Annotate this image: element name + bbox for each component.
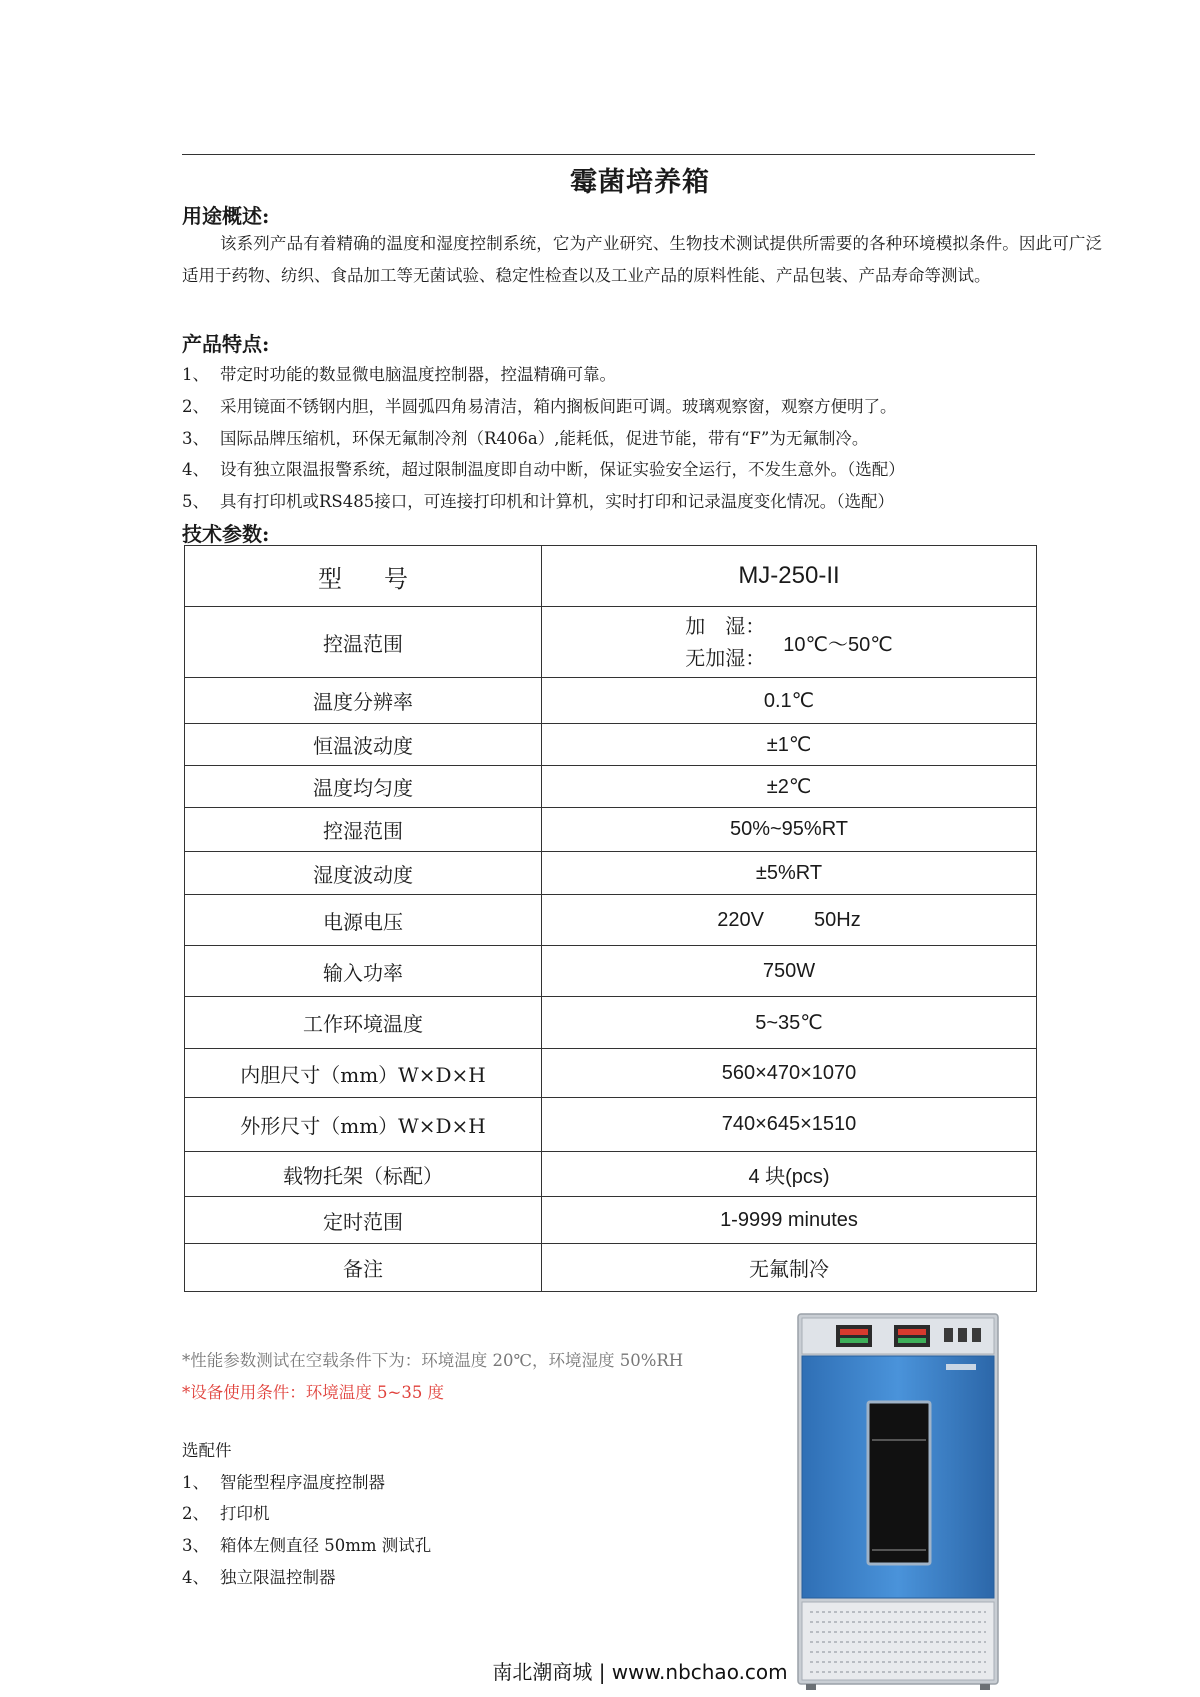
model-label-cell [185,546,542,607]
feature-number: 5、 [182,492,209,511]
spec-value: ±5%RT [542,852,1037,895]
spec-value: 0.1℃ [542,678,1037,724]
option-number: 3、 [182,1536,209,1555]
spec-value: ±2℃ [542,766,1037,808]
temp-range-label: 控温范围 [185,607,542,678]
option-item [182,1564,336,1588]
table-row [185,1244,1037,1292]
feature-number: 3、 [182,429,209,448]
model-value: MJ-250-II [542,546,1037,607]
table-row [185,607,1037,678]
table-row [185,546,1037,607]
option-number: 4、 [182,1568,209,1587]
feature-text: 带定时功能的数显微电脑温度控制器，控温精确可靠。 [220,365,616,384]
spec-table [184,545,1037,1292]
specs-heading: 技术参数: [182,522,270,546]
spec-label: 输入功率 [185,946,542,997]
table-row [185,766,1037,808]
incubator-product-image [796,1312,1000,1692]
voltage-cell [542,895,1037,946]
performance-note: *性能参数测试在空载条件下为：环境温度 20℃，环境湿度 50%RH [182,1351,684,1370]
spec-label: 定时范围 [185,1197,542,1244]
spec-value: 5~35℃ [542,997,1037,1049]
feature-number: 4、 [182,460,209,479]
feature-item [182,361,616,385]
spec-value: 750W [542,946,1037,997]
feature-text: 国际品牌压缩机，环保无氟制冷剂（R406a）,能耗低，促进节能，带有“F”为无氟制冷。 [220,429,869,448]
features-heading: 产品特点: [182,332,270,356]
table-row [185,895,1037,946]
option-number: 2、 [182,1504,209,1523]
option-item [182,1469,385,1493]
spec-value: 无氟制冷 [542,1244,1037,1292]
spec-label: 内胆尺寸（mm）W×D×H [185,1049,542,1098]
option-text: 独立限温控制器 [220,1568,336,1587]
header-rule [182,154,1035,155]
voltage-label: 电源电压 [185,895,542,946]
humid-label: 加 湿： [685,614,766,638]
usage-heading: 用途概述: [182,204,270,228]
option-number: 1、 [182,1473,209,1492]
footer-site: 南北潮商城 | www.nbchao.com [492,1660,788,1684]
spec-label: 湿度波动度 [185,852,542,895]
table-row [185,808,1037,852]
feature-number: 2、 [182,397,209,416]
temp-range-value: 10℃～50℃ [783,633,893,656]
table-row [185,1098,1037,1152]
model-label-b: 号 [384,564,408,593]
spec-label: 备注 [185,1244,542,1292]
feature-text: 设有独立限温报警系统，超过限制温度即自动中断，保证实验安全运行，不发生意外。（选配） [220,460,905,479]
usage-condition-note: *设备使用条件：环境温度 5~35 度 [182,1383,445,1402]
option-text: 箱体左侧直径 50mm 测试孔 [220,1536,432,1555]
table-row [185,1049,1037,1098]
feature-item [182,488,894,512]
feature-item [182,393,897,417]
feature-text: 采用镜面不锈钢内胆，半圆弧四角易清洁，箱内搁板间距可调。玻璃观察窗，观察方便明了。 [220,397,897,416]
table-row [185,678,1037,724]
spec-value: ±1℃ [542,724,1037,766]
spec-label: 控湿范围 [185,808,542,852]
option-text: 打印机 [220,1504,270,1523]
option-item [182,1532,431,1556]
spec-value: 4 块(pcs) [542,1152,1037,1197]
table-row [185,1152,1037,1197]
spec-label: 温度均匀度 [185,766,542,808]
table-row [185,997,1037,1049]
document-title: 霉菌培养箱 [570,167,710,198]
spec-label: 工作环境温度 [185,997,542,1049]
voltage-hz: 50Hz [814,908,861,931]
spec-value: 50%~95%RT [542,808,1037,852]
spec-value: 740×645×1510 [542,1098,1037,1152]
feature-item [182,425,868,449]
table-row [185,852,1037,895]
table-row [185,1197,1037,1244]
option-text: 智能型程序温度控制器 [220,1473,385,1492]
spec-label: 恒温波动度 [185,724,542,766]
usage-paragraph: 该系列产品有着精确的温度和湿度控制系统，它为产业研究、生物技术测试提供所需要的各种环境模拟条件。因此可广泛适用于药物、纺织、食品加工等无菌试验、稳定性检查以及工业产品的原料性能、产品包装、产品寿命等测试。 [182,234,1102,285]
voltage-v: 220V [717,908,764,931]
options-heading: 选配件 [182,1441,232,1460]
option-item [182,1500,270,1524]
feature-number: 1、 [182,365,209,384]
spec-value: 560×470×1070 [542,1049,1037,1098]
nohumid-label: 无加湿： [685,646,766,670]
spec-label: 载物托架（标配） [185,1152,542,1197]
table-row [185,724,1037,766]
model-label-a: 型 [318,564,342,593]
temp-range-cell [542,607,1037,678]
spec-value: 1-9999 minutes [542,1197,1037,1244]
feature-item [182,456,905,480]
spec-label: 外形尺寸（mm）W×D×H [185,1098,542,1152]
table-row [185,946,1037,997]
feature-text: 具有打印机或RS485接口，可连接打印机和计算机，实时打印和记录温度变化情况。（选配） [220,492,894,511]
spec-label: 温度分辨率 [185,678,542,724]
